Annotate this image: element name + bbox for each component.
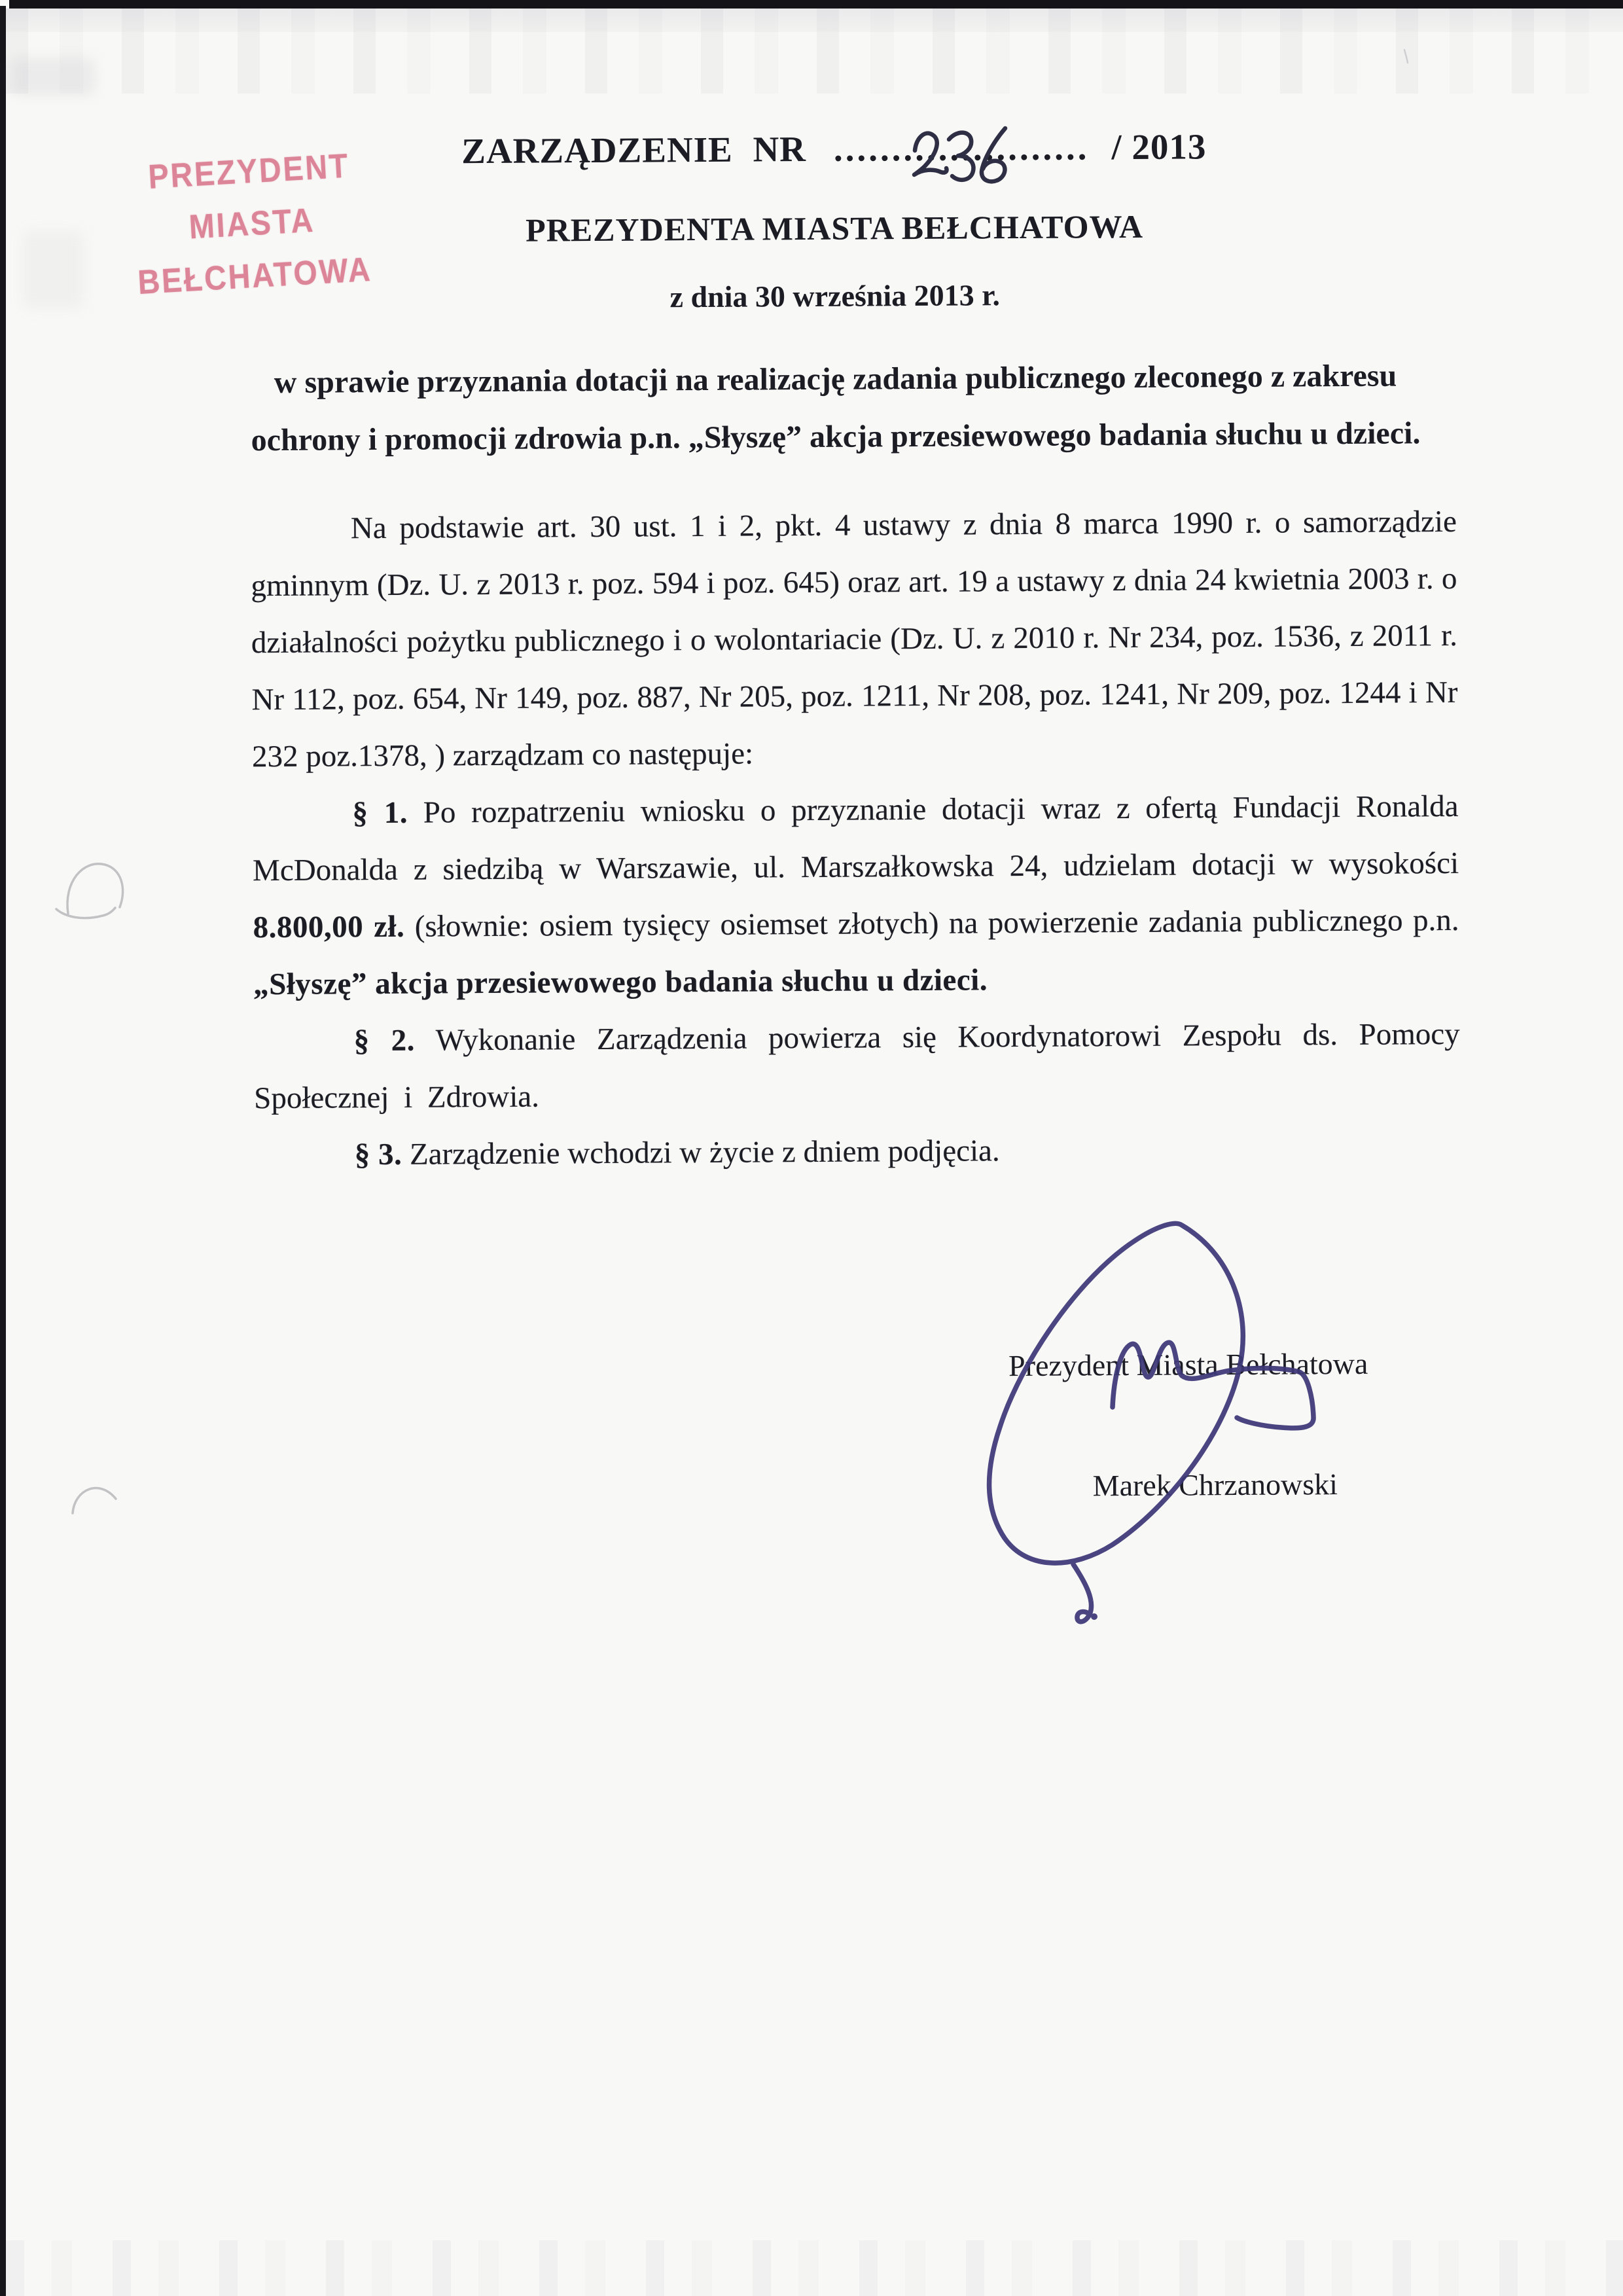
- date-line: z dnia 30 września 2013 r.: [669, 278, 1001, 314]
- title-dotted-line: ......................: [833, 127, 1090, 169]
- paragraph-run-bold: § 2.: [353, 1023, 416, 1058]
- signature-role: Prezydent Miasta Bełchatowa: [1008, 1346, 1368, 1383]
- stamp-line1: PREZYDENT MIASTA: [147, 147, 351, 247]
- signature-name: Marek Chrzanowski: [1092, 1467, 1338, 1503]
- paragraph-run-bold: „Słyszę” akcja przesiewowego badania słuchu u dzieci.: [253, 963, 988, 1002]
- paragraph-run: Wykonanie Zarządzenia powierza się Koordynatorowi Zespołu ds. Pomocy Społecznej i Zdrowia.: [254, 1016, 1460, 1116]
- paragraph-run: Po rozpatrzeniu wniosku o przyznanie dotacji wraz z ofertą Fundacji Ronalda McDonalda z siedzibą w Warszawie, ul. Marszałkowska 24, udzielam dotacji w wysokości: [252, 789, 1459, 888]
- paragraph-run-bold: 8.800,00 zł.: [253, 909, 405, 945]
- paragraph: [253, 1006, 1460, 1127]
- issuer-line: PREZYDENTA MIASTA BEŁCHATOWA: [525, 207, 1144, 249]
- subject-line1: w sprawie przyznania dotacji na realizację zadania publicznego zleconego z zakresu: [274, 358, 1397, 401]
- title-prefix: ZARZĄDZENIE NR: [461, 129, 807, 171]
- document-title: [192, 124, 1475, 173]
- body-paragraphs: [251, 493, 1461, 1184]
- stamp-line2: BEŁCHATOWA: [136, 250, 373, 302]
- paragraph: [251, 493, 1459, 785]
- paragraph: [252, 778, 1459, 1013]
- paragraph-run-bold: § 1.: [352, 795, 408, 831]
- paragraph-run: Na podstawie art. 30 ust. 1 i 2, pkt. 4 ustawy z dnia 8 marca 1990 r. o samorządzie gminnym (Dz. U. z 2013 r. poz. 594 i poz. 645) oraz art. 19 a ustawy z dnia 24 kwietnia 2003 r. o działalności pożytku publicznego i o wolontariacie (Dz. U. z 2010 r. Nr 234, poz. 1536, z 2011 r. Nr 112, poz. 654, Nr 149, poz. 887, Nr 205, poz. 1211, Nr 208, poz. 1241, Nr 209, poz. 1244 i Nr 232 poz.1378, ) zarządzam co następuje:: [251, 504, 1458, 774]
- title-year: / 2013: [1111, 126, 1207, 168]
- paragraph-run: (słownie: osiem tysięcy osiemset złotych) na powierzenie zadania publicznego p.n.: [404, 903, 1459, 944]
- paragraph: [254, 1120, 1460, 1184]
- paragraph-run-bold: § 3.: [354, 1137, 402, 1172]
- paragraph-run: Zarządzenie wchodzi w życie z dniem podjęcia.: [402, 1134, 1000, 1172]
- subject-line2: ochrony i promocji zdrowia p.n. „Słyszę” akcja przesiewowego badania słuchu u dzieci.: [251, 416, 1421, 458]
